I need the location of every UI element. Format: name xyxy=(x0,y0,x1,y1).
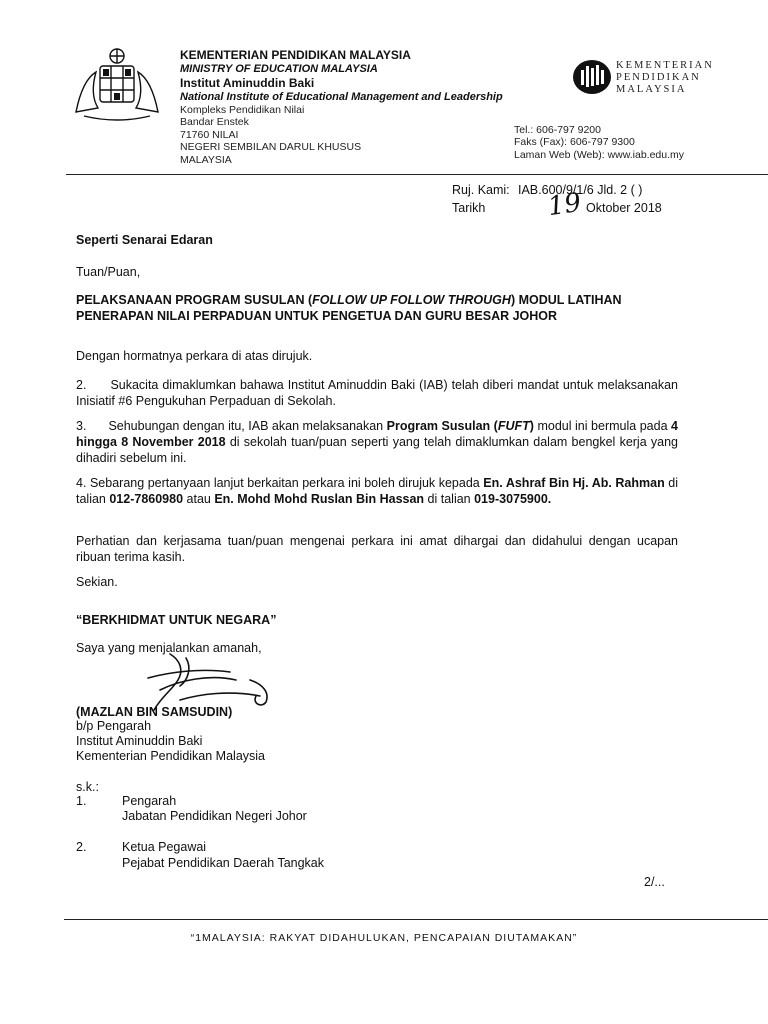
header-divider xyxy=(66,174,768,175)
slogan: “BERKHIDMAT UNTUK NEGARA” xyxy=(76,613,277,627)
cc-recipient-org: Jabatan Pendidikan Negeri Johor xyxy=(122,809,307,823)
signatory-org: Institut Aminuddin Baki xyxy=(76,734,203,748)
reference-number: IAB.600/9/1/6 Jld. 2 ( ) xyxy=(518,183,643,197)
signatory-ministry: Kementerian Pendidikan Malaysia xyxy=(76,749,265,763)
ministry-name-en: MINISTRY OF EDUCATION MALAYSIA xyxy=(180,63,378,75)
cc-recipient-org: Pejabat Pendidikan Daerah Tangkak xyxy=(122,856,324,870)
ministry-name: KEMENTERIAN PENDIDIKAN MALAYSIA xyxy=(180,48,411,62)
malaysia-coat-of-arms-icon xyxy=(62,42,172,124)
fax: Faks (Fax): 606-797 9300 xyxy=(514,136,635,149)
cc-number: 2. xyxy=(76,840,87,854)
cc-recipient-title: Pengarah xyxy=(122,794,177,808)
handwritten-day: 19 xyxy=(546,187,584,223)
institute-name: Institut Aminuddin Baki xyxy=(180,76,315,90)
subject: PELAKSANAAN PROGRAM SUSULAN (FOLLOW UP FOLLOW THROUGH) MODUL LATIHAN PENERAPAN NILAI PERPADUAN UNTUK PENGETUA DAN GURU BESAR JOHOR xyxy=(76,293,622,323)
paragraph-4: 4. Sebarang pertanyaan lanjut berkaitan perkara ini boleh dirujuk kepada En. Ashraf Bin Hj. Ab. Rahman di talian 012-7860980 atau En. Mohd Mohd Ruslan Bin Hassan di talian 019-3075900. xyxy=(76,476,678,506)
address-line: 71760 NILAI xyxy=(180,128,239,141)
date-label: Tarikh xyxy=(452,201,486,215)
salutation: Tuan/Puan, xyxy=(76,265,141,279)
website: Laman Web (Web): www.iab.edu.my xyxy=(514,148,685,161)
cc-recipient-title: Ketua Pegawai xyxy=(122,840,207,854)
ministry-brand-text: KEMENTERIAN PENDIDIKAN MALAYSIA xyxy=(616,60,714,95)
reference-label: Ruj. Kami: xyxy=(452,183,510,197)
date-month-year: Oktober 2018 xyxy=(586,201,662,215)
address-line: MALAYSIA xyxy=(180,153,232,166)
cc-label: s.k.: xyxy=(76,780,99,794)
address-line: NEGERI SEMBILAN DARUL KHUSUS xyxy=(180,141,362,154)
page-continuation-marker: 2/... xyxy=(644,875,665,889)
address-line: Bandar Enstek xyxy=(180,116,249,129)
paragraph-3: 3. Sehubungan dengan itu, IAB akan melaksanakan Program Susulan (FUFT) modul ini bermula pada 4 hingga 8 November 2018 di sekolah tuan/puan seperti yang telah dimaklumkan dalam bengkel kerja yang dihadiri sebelum ini. xyxy=(76,419,679,465)
letterhead xyxy=(180,48,503,166)
institute-name-en: National Institute of Educational Management and Leadership xyxy=(180,91,503,103)
amanah-line: Saya yang menjalankan amanah, xyxy=(76,641,262,655)
footer-motto: “1MALAYSIA: RAKYAT DIDAHULUKAN, PENCAPAIAN DIUTAMAKAN” xyxy=(190,932,578,944)
ministry-logo-icon xyxy=(572,58,612,96)
closing-paragraph: Perhatian dan kerjasama tuan/puan mengenai perkara ini amat dihargai dan didahului dengan ucapan ribuan terima kasih. xyxy=(76,534,678,564)
contact-details xyxy=(514,124,684,161)
cc-number: 1. xyxy=(76,794,87,808)
opening-line: Dengan hormatnya perkara di atas dirujuk. xyxy=(76,349,313,363)
telephone: Tel.: 606-797 9200 xyxy=(514,124,601,136)
address-line: Kompleks Pendidikan Nilai xyxy=(180,104,305,116)
recipient: Seperti Senarai Edaran xyxy=(76,233,213,247)
paragraph-2: 2. Sukacita dimaklumkan bahawa Institut Aminuddin Baki (IAB) telah diberi mandat untuk melaksanakan Inisiatif #6 Pengukuhan Perpaduan di Sekolah. xyxy=(76,378,678,408)
signatory-name: (MAZLAN BIN SAMSUDIN) xyxy=(76,705,233,719)
footer-divider xyxy=(64,919,768,920)
signatory-role: b/p Pengarah xyxy=(76,719,152,733)
sekian: Sekian. xyxy=(76,575,118,589)
